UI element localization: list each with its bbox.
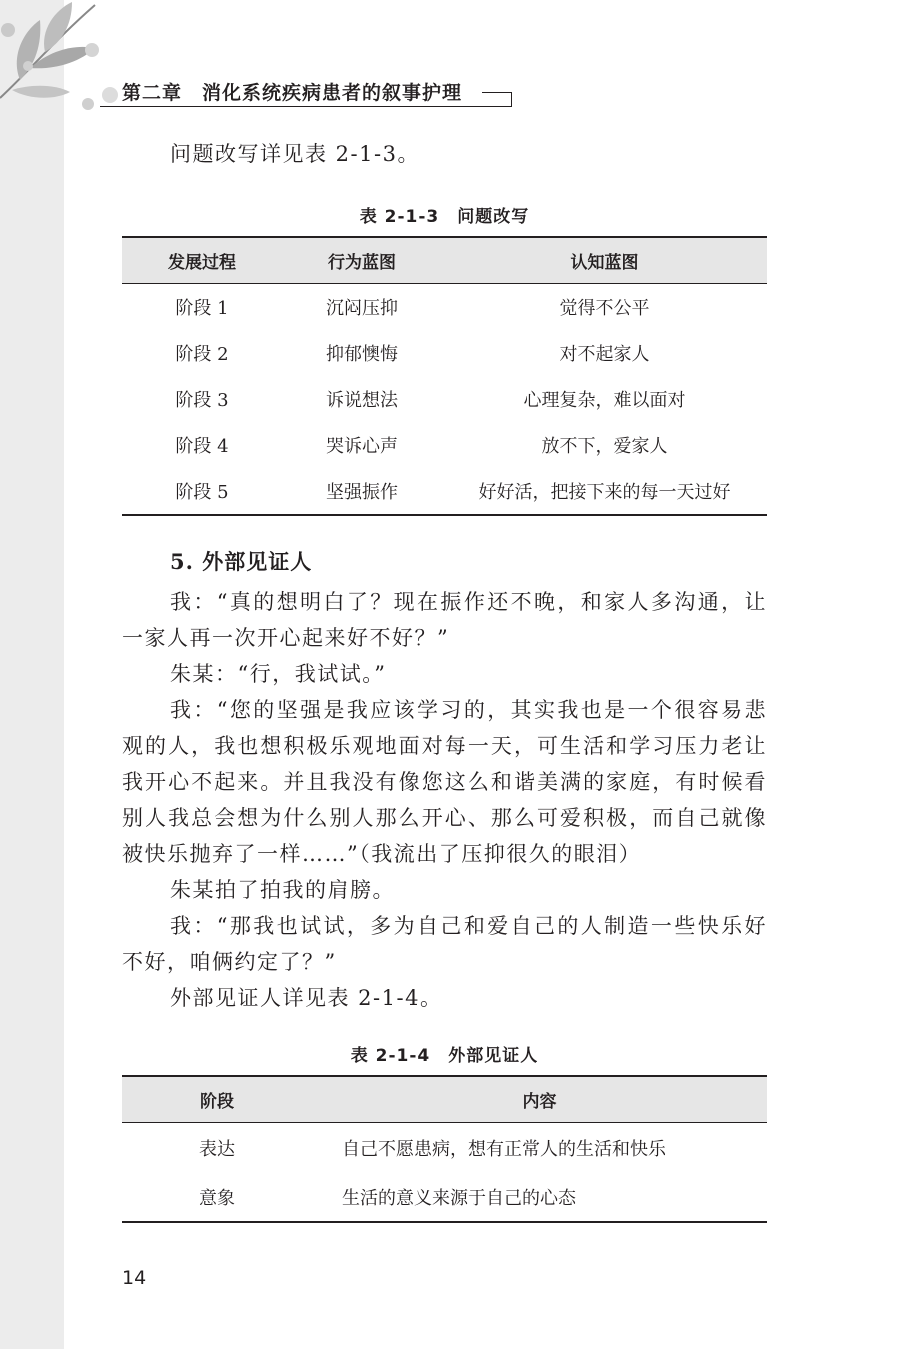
- leaf-branch-decoration: [0, 0, 130, 120]
- table-cell: 沉闷压抑: [326, 298, 398, 319]
- dialogue-paragraph: 朱某：“行，我试试。”: [170, 662, 387, 686]
- column-header: 认知蓝图: [442, 237, 767, 284]
- dialogue-paragraph: 我：“您的坚强是我应该学习的，其实我也是一个很容易悲观的人，我也想积极乐观地面对每一天，可生活和学习压力老让我开心不起来。并且我没有像您这么和谐美满的家庭，有时候看别人我总会想为什么别人那么开心、那么可爱积极，而自己就像被快乐抛弃了一样……”（我流出了压抑很久的眼泪）: [122, 698, 767, 866]
- column-header: 阶段: [122, 1076, 312, 1123]
- table-row: [122, 376, 767, 422]
- table-row: [122, 330, 767, 376]
- table-cell: 阶段 3: [175, 390, 229, 411]
- table-cell: 心理复杂，难以面对: [523, 390, 686, 411]
- header-rule-tick: [511, 92, 512, 107]
- chapter-title: 第二章 消化系统疾病患者的叙事护理: [122, 82, 463, 104]
- column-header: 行为蓝图: [282, 237, 442, 284]
- table-cell: 放不下，爱家人: [541, 436, 668, 457]
- header-rule: [100, 106, 512, 107]
- table-cell: 表达: [199, 1138, 235, 1160]
- table-cell: 生活的意义来源于自己的心态: [342, 1187, 576, 1209]
- table-row: [122, 1123, 767, 1173]
- table-cell: 自己不愿患病，想有正常人的生活和快乐: [342, 1138, 666, 1160]
- table-reference-paragraph: 外部见证人详见表 2-1-4。: [170, 986, 443, 1010]
- page-number: 14: [122, 1267, 147, 1289]
- intro-paragraph: 问题改写详见表 2-1-3。: [170, 142, 420, 166]
- table-cell: 好好活，把接下来的每一天过好: [478, 482, 731, 503]
- table-cell: 阶段 1: [175, 298, 229, 319]
- table-row: [122, 1172, 767, 1222]
- table-cell: 抑郁懊悔: [326, 344, 398, 365]
- table-cell: 诉说想法: [326, 390, 398, 411]
- dialogue-paragraph: 我：“真的想明白了？现在振作还不晚，和家人多沟通，让一家人再一次开心起来好不好？”: [122, 590, 767, 650]
- table-cell: 阶段 4: [175, 436, 229, 457]
- table-cell: 对不起家人: [559, 344, 650, 365]
- table-cell: 阶段 2: [175, 344, 229, 365]
- table-row: [122, 468, 767, 515]
- table-row: [122, 422, 767, 468]
- narrative-paragraph: 朱某拍了拍我的肩膀。: [170, 878, 395, 902]
- table-header-row: [122, 1076, 767, 1123]
- table-cell: 坚强振作: [326, 482, 398, 503]
- table-cell: 意象: [199, 1187, 235, 1209]
- table-cell: 哭诉心声: [326, 436, 398, 457]
- table-2-1-4-caption: 表 2-1-4 外部见证人: [350, 1046, 539, 1066]
- column-header: 发展过程: [122, 237, 282, 284]
- table-cell: 阶段 5: [175, 482, 229, 503]
- left-margin-strip: [0, 0, 64, 1349]
- table-row: [122, 284, 767, 331]
- section-5-heading: 5. 外部见证人: [170, 549, 313, 574]
- table-2-1-3-caption: 表 2-1-3 问题改写: [359, 207, 530, 227]
- table-cell: 觉得不公平: [559, 298, 650, 319]
- dialogue-paragraph: 我：“那我也试试，多为自己和爱自己的人制造一些快乐好不好，咱俩约定了？”: [122, 914, 767, 974]
- table-2-1-4: [122, 1075, 767, 1223]
- column-header: 内容: [312, 1076, 767, 1123]
- table-header-row: [122, 237, 767, 284]
- header-rule-ornament: [482, 92, 512, 93]
- table-2-1-3: [122, 236, 767, 516]
